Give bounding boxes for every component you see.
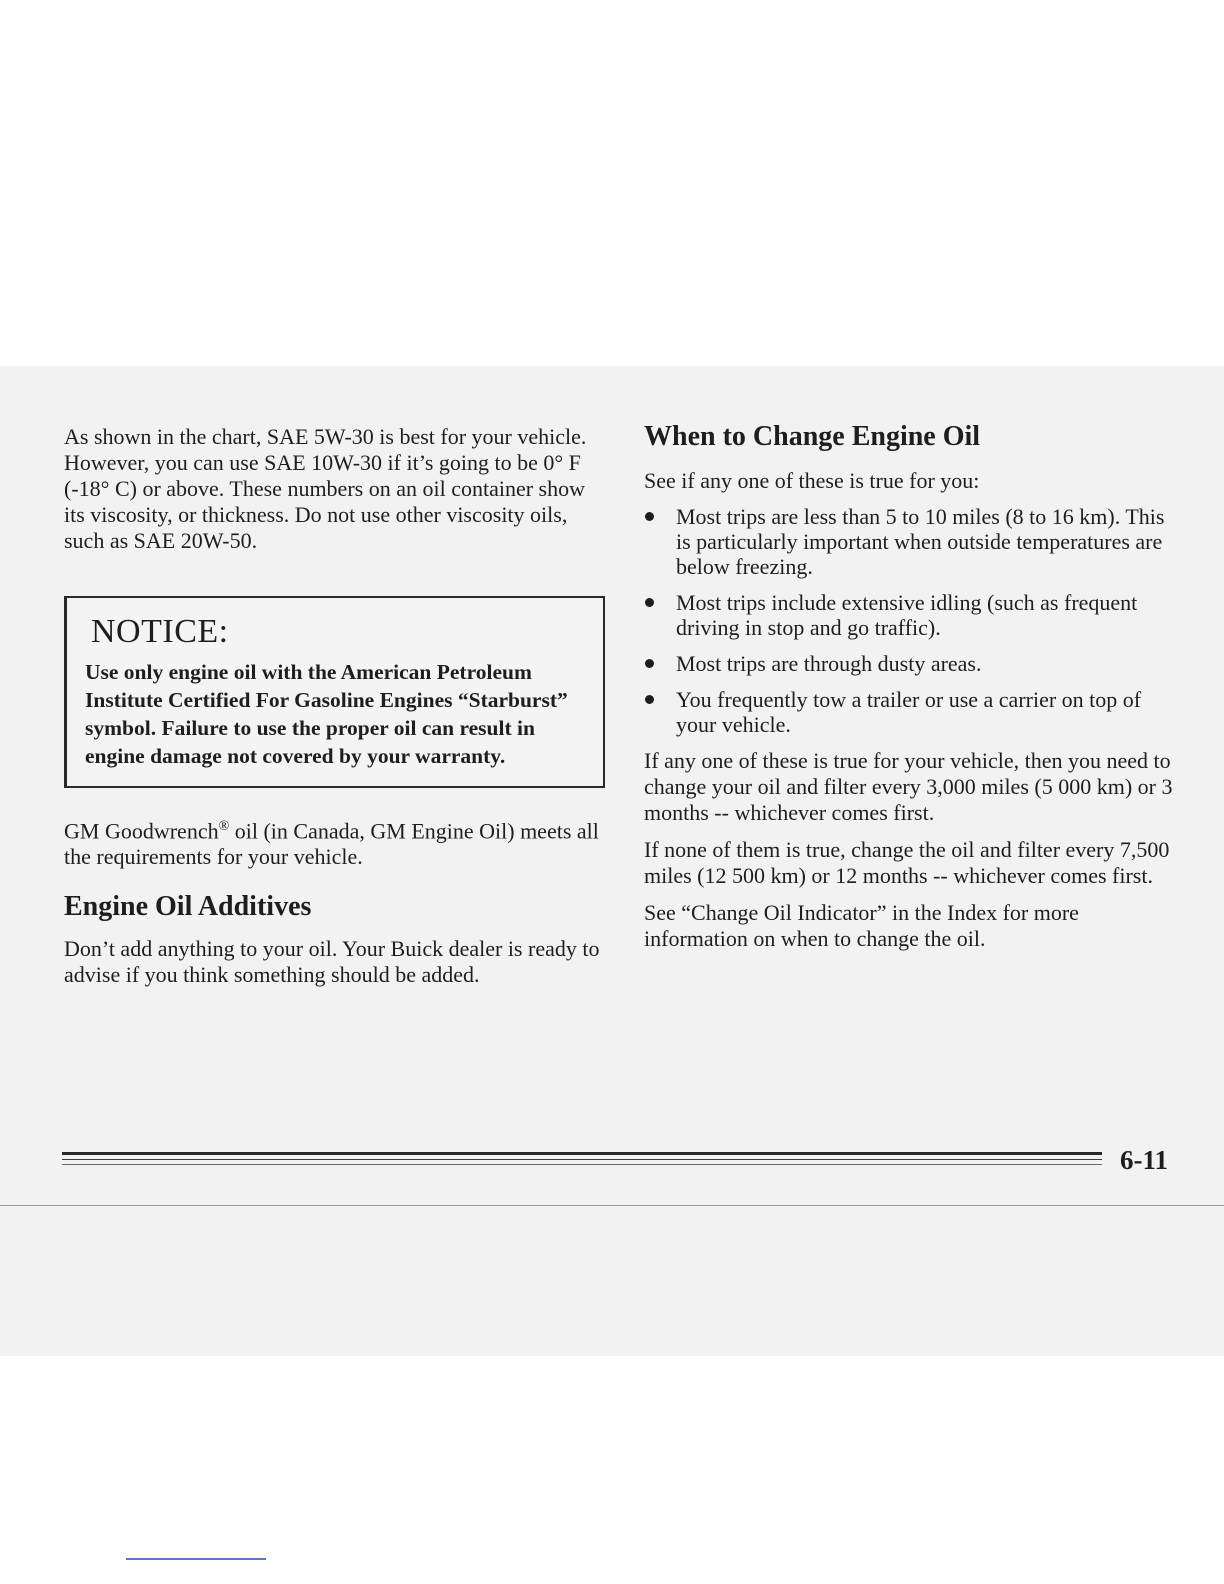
list-item <box>644 687 1184 737</box>
right-column <box>644 420 1184 952</box>
goodwrench-text-start: GM Goodwrench <box>64 818 219 844</box>
normal-interval-paragraph: If none of them is true, change the oil and filter every 7,500 miles (12 500 km) or 12 months -- whichever comes first. <box>644 837 1170 888</box>
list-item <box>644 590 1184 640</box>
additives-heading: Engine Oil Additives <box>64 891 312 923</box>
list-item <box>644 504 1184 579</box>
viscosity-paragraph: As shown in the chart, SAE 5W-30 is best for your vehicle. However, you can use SAE 10W-30 if it’s going to be 0° F (-18° C) or above. These numbers on an oil container show its viscosity, or thickness. Do not use other viscosity oils, such as SAE 20W-50. <box>64 424 587 553</box>
notice-text: Use only engine oil with the American Petroleum Institute Certified For Gasoline Engines “Starburst” symbol. Failure to use the proper oil can result in engine damage not covered by your warranty. <box>85 660 568 768</box>
bullet-icon <box>645 659 654 668</box>
conditions-list <box>644 504 1184 737</box>
additives-paragraph: Don’t add anything to your oil. Your Buick dealer is ready to advise if you think something should be added. <box>64 936 600 988</box>
footer-rule-thin-second <box>62 1164 1102 1165</box>
footer-rule <box>62 1152 1102 1165</box>
list-item-text: Most trips are through dusty areas. <box>676 651 982 676</box>
goodwrench-text-end: oil (in Canada, GM Engine Oil) meets all the requirements for your vehicle. <box>64 818 599 870</box>
bullet-icon <box>645 695 654 704</box>
registered-mark: ® <box>218 819 230 834</box>
bottom-mark <box>126 1558 266 1560</box>
list-item-text: You frequently tow a trailer or use a carrier on top of your vehicle. <box>676 687 1142 737</box>
footer-rule-thick <box>62 1152 1102 1155</box>
change-oil-heading: When to Change Engine Oil <box>644 421 981 452</box>
bullet-icon <box>645 598 654 607</box>
bullet-icon <box>645 512 654 521</box>
left-column <box>64 420 609 988</box>
goodwrench-paragraph <box>64 814 609 870</box>
notice-title: NOTICE: <box>91 613 229 650</box>
change-interval-paragraph: If any one of these is true for your vehicle, then you need to change your oil and filter every 3,000 miles (5 000 km) or 3 months -- whichever comes first. <box>644 748 1173 825</box>
scan-edge-line <box>0 1205 1224 1206</box>
footer-rule-thin <box>62 1159 1102 1160</box>
list-item <box>644 651 1184 676</box>
change-oil-lead: See if any one of these is true for you: <box>644 468 980 493</box>
list-item-text: Most trips are less than 5 to 10 miles (8 to 16 km). This is particularly important when outside temperatures are below freezing. <box>676 504 1165 579</box>
index-reference-paragraph: See “Change Oil Indicator” in the Index for more information on when to change the oil. <box>644 900 1079 951</box>
page-number: 6-11 <box>1120 1145 1169 1175</box>
notice-box <box>64 596 605 788</box>
list-item-text: Most trips include extensive idling (such as frequent driving in stop and go traffic). <box>676 590 1138 640</box>
